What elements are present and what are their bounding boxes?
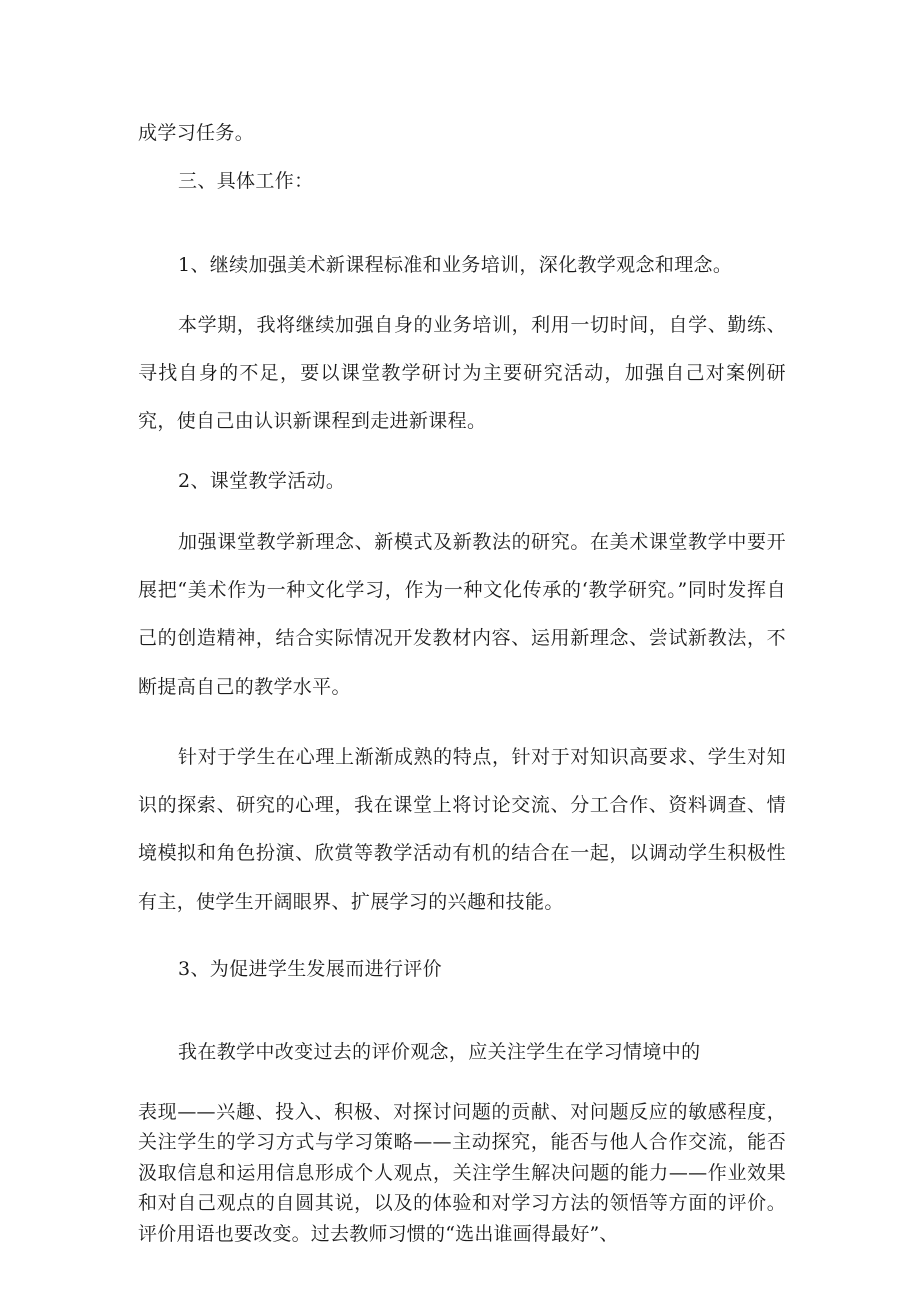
item-heading-1: 1、继续加强美术新课程标准和业务培训，深化教学观念和理念。	[178, 254, 733, 276]
paragraph-evaluation-intro: 我在教学中改变过去的评价观念，应关注学生在学习情境中的	[178, 1041, 701, 1063]
paragraph-classroom-teaching: 加强课堂教学新理念、新模式及新教法的研究。在美术课堂教学中要开展把“美术作为一种文化学习，作为一种文化传承的‘教学研究。”同时发挥自己的创造精神，结合实际情况开发教材内容、运用新理念、尝试新教法，不断提高自己的教学水平。	[138, 531, 786, 698]
item-heading-3: 3、为促进学生发展而进行评价	[178, 958, 442, 980]
section-heading-specific-work: 三、具体工作：	[178, 170, 314, 192]
paragraph-continuation: 成学习任务。	[138, 122, 255, 144]
paragraph-evaluation-detail: 表现——兴趣、投入、积极、对探讨问题的贡献、对问题反应的敏感程度，关注学生的学习方式与学习策略——主动探究，能否与他人合作交流，能否汲取信息和运用信息形成个人观点，关注学生解决问题的能力——作业效果和对自己观点的自圆其说，以及的体验和对学习方法的领悟等方面的评价。评价用语也要改变。过去教师习惯的“选出谁画得最好”、	[138, 1101, 786, 1245]
item-heading-2: 2、课堂教学活动。	[178, 470, 346, 492]
paragraph-student-activities: 针对于学生在心理上渐渐成熟的特点，针对于对知识高要求、学生对知识的探索、研究的心理，我在课堂上将讨论交流、分工合作、资料调查、情境模拟和角色扮演、欣赏等教学活动有机的结合在一起，以调动学生积极性有主，使学生开阔眼界、扩展学习的兴趣和技能。	[138, 746, 786, 913]
paragraph-training: 本学期，我将继续加强自身的业务培训，利用一切时间，自学、勤练、寻找自身的不足，要以课堂教学研讨为主要研究活动，加强自己对案例研究，使自己由认识新课程到走进新课程。	[138, 314, 786, 433]
